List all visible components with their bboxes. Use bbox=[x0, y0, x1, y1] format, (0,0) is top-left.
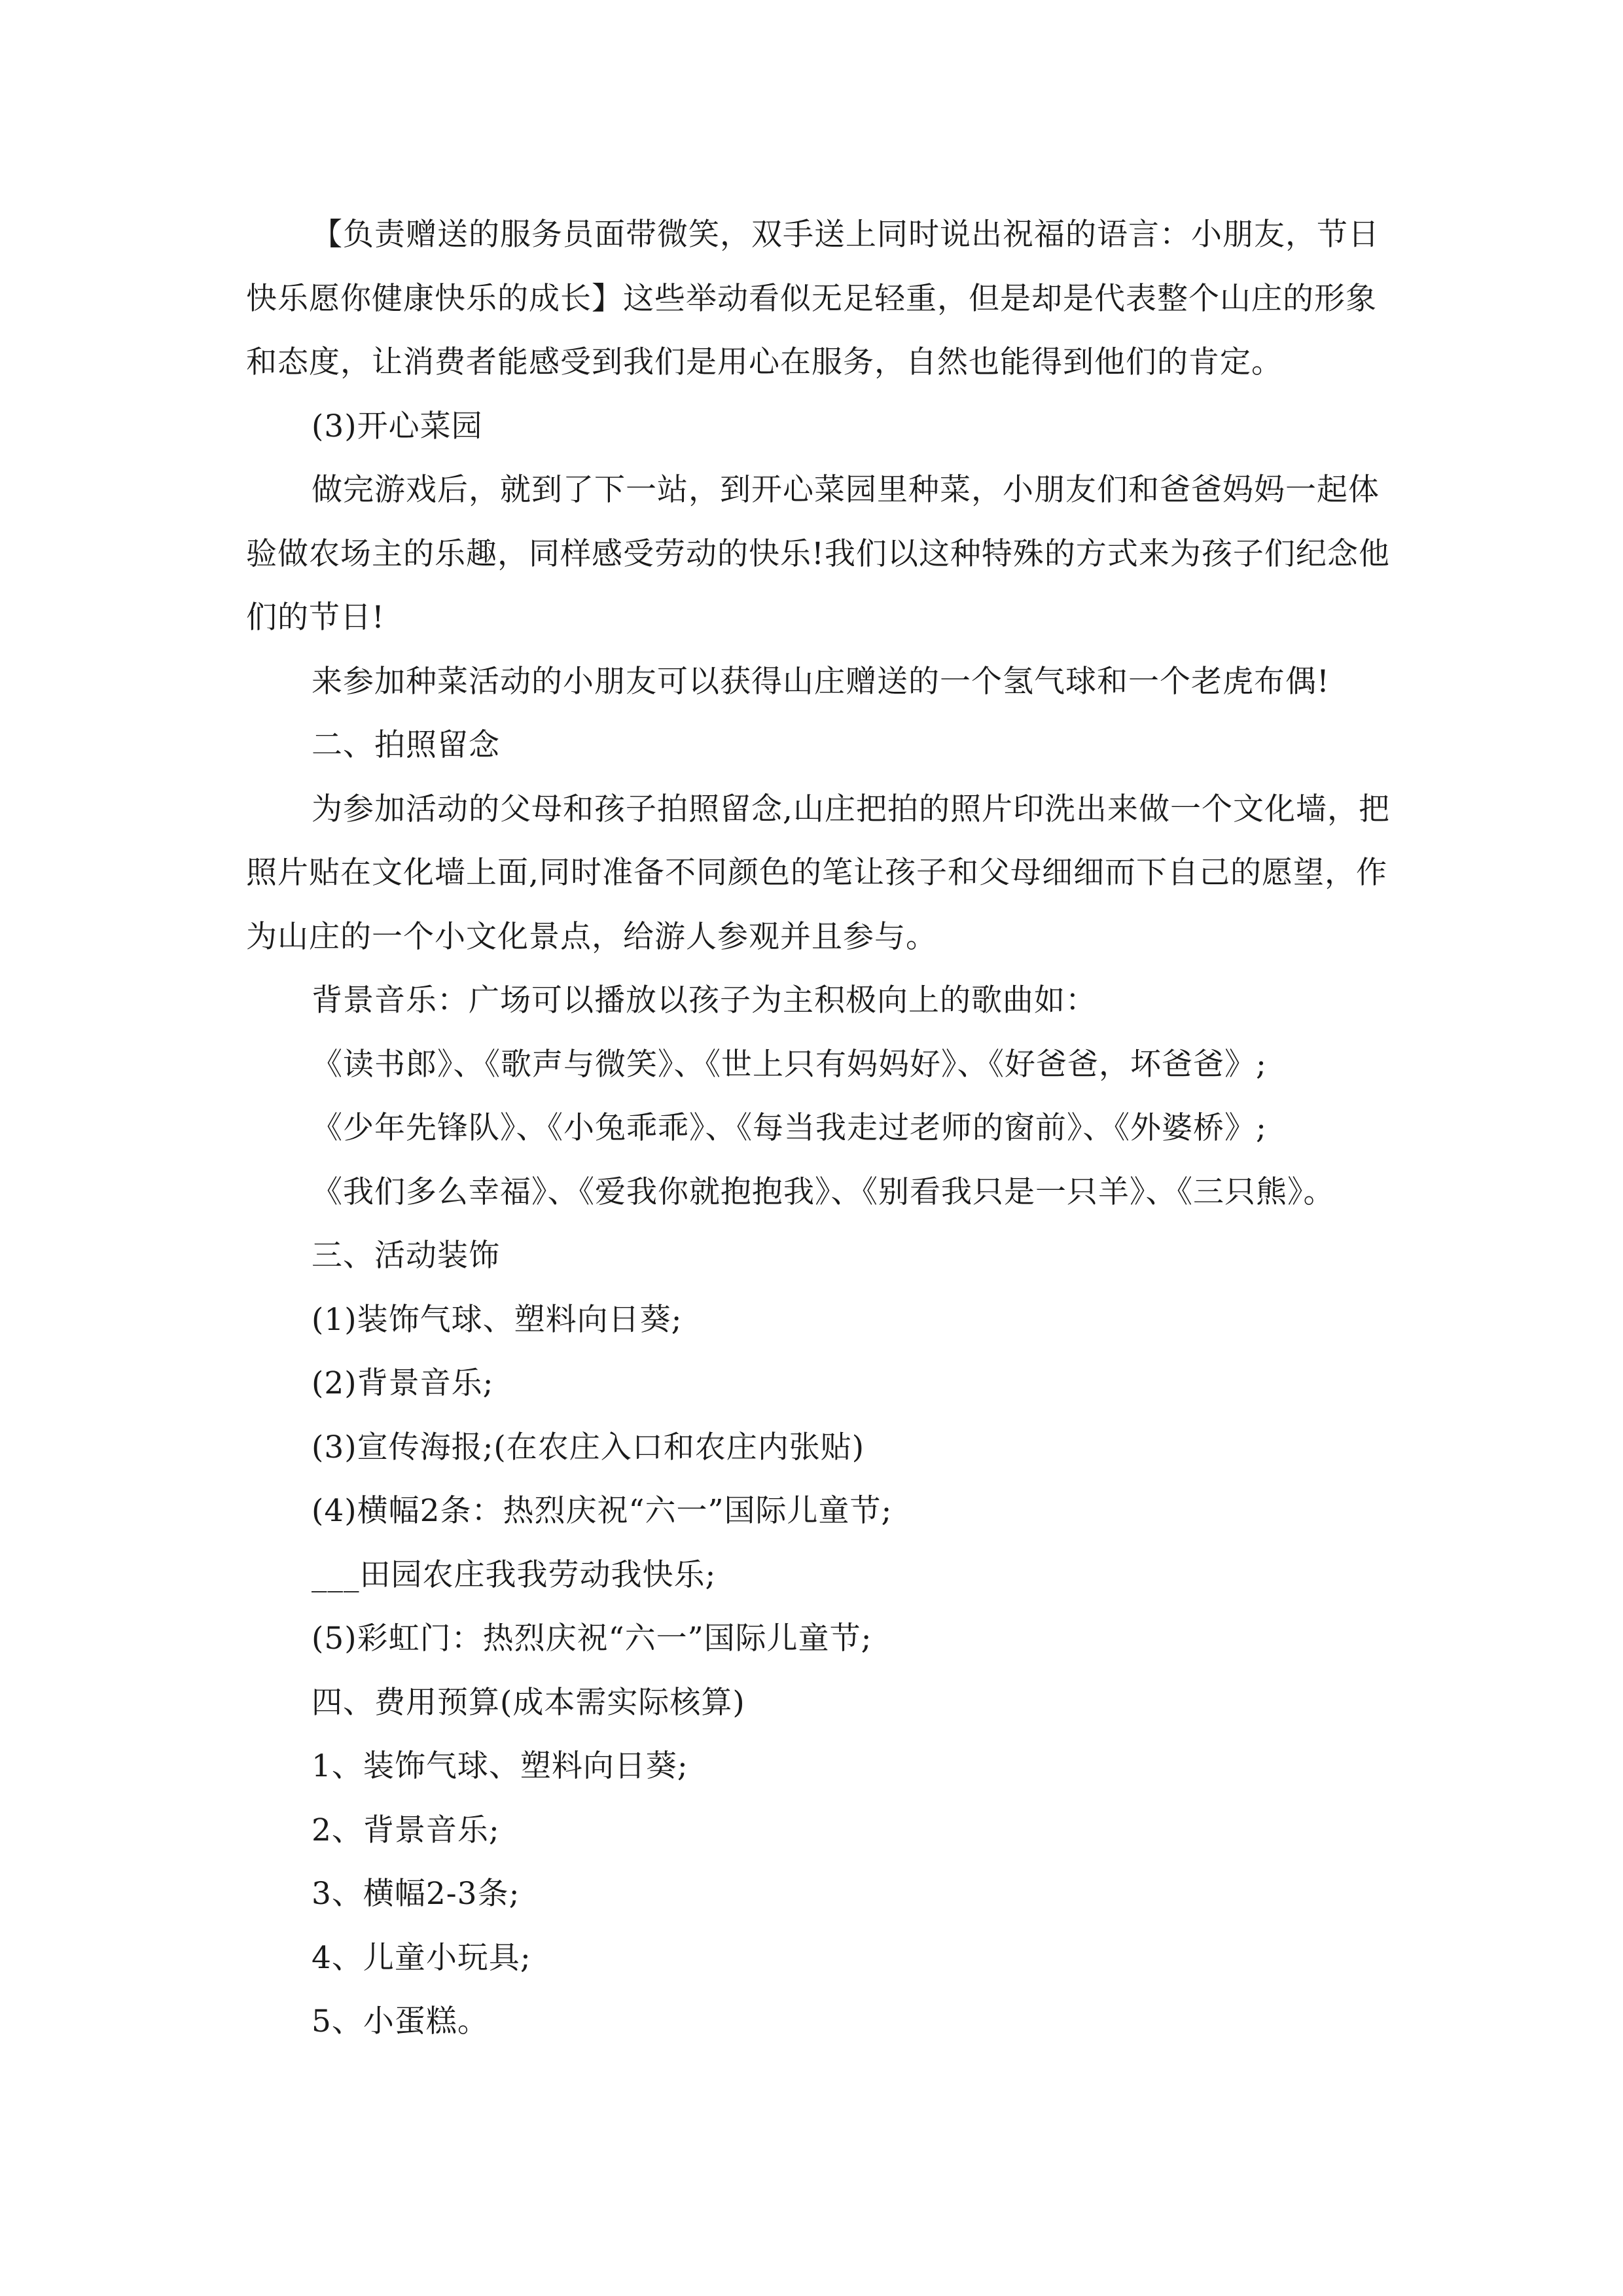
paragraph-background-music: 背景音乐：广场可以播放以孩子为主积极向上的歌曲如： bbox=[312, 982, 1097, 1018]
budget-item-5: 5、小蛋糕。 bbox=[312, 2003, 489, 2039]
section-heading-decoration: 三、活动装饰 bbox=[312, 1238, 500, 1274]
budget-item-1: 1、装饰气球、塑料向日葵; bbox=[312, 1748, 688, 1784]
decoration-item-3: (3)宣传海报;(在农庄入口和农庄内张贴) bbox=[312, 1429, 865, 1465]
section-heading-budget: 四、费用预算(成本需实际核算) bbox=[312, 1684, 745, 1721]
budget-item-4: 4、儿童小玩具; bbox=[312, 1939, 531, 1976]
song-list-line-1: 《读书郎》、《歌声与微笑》、《世上只有妈妈好》、《好爸爸，坏爸爸》; bbox=[312, 1046, 1267, 1083]
heading-happy-garden: (3)开心菜园 bbox=[312, 408, 483, 444]
decoration-item-4-continued: ___田园农庄我我劳动我快乐; bbox=[312, 1556, 717, 1593]
paragraph-photo-wall: 为参加活动的父母和孩子拍照留念,山庄把拍的照片印洗出来做一个文化墙，把照片贴在文化墙上面,同时准备不同颜色的笔让孩子和父母细细而下自己的愿望，作为山庄的一个小文化景点，给游人参观并且参与。 bbox=[246, 791, 1390, 955]
section-heading-photos: 二、拍照留念 bbox=[312, 727, 500, 763]
paragraph-vegetable-garden: 做完游戏后，就到了下一站，到开心菜园里种菜，小朋友们和爸爸妈妈一起体验做农场主的乐趣，同样感受劳动的快乐!我们以这种特殊的方式来为孩子们纪念他们的节日! bbox=[246, 472, 1390, 636]
paragraph-gift-service: 【负责赠送的服务员面带微笑，双手送上同时说出祝福的语言：小朋友，节日快乐愿你健康快乐的成长】这些举动看似无足轻重，但是却是代表整个山庄的形象和态度，让消费者能感受到我们是用心在服务，自然也能得到他们的肯定。 bbox=[246, 217, 1380, 380]
decoration-item-2: (2)背景音乐; bbox=[312, 1365, 494, 1401]
decoration-item-5: (5)彩虹门：热烈庆祝“六一”国际儿童节; bbox=[312, 1621, 872, 1657]
decoration-item-1: (1)装饰气球、塑料向日葵; bbox=[312, 1301, 683, 1338]
decoration-item-4: (4)横幅2条：热烈庆祝“六一”国际儿童节; bbox=[312, 1493, 893, 1529]
budget-item-3: 3、横幅2-3条; bbox=[312, 1876, 520, 1912]
song-list-line-3: 《我们多么幸福》、《爱我你就抱抱我》、《别看我只是一只羊》、《三只熊》。 bbox=[312, 1174, 1335, 1210]
budget-item-2: 2、背景音乐; bbox=[312, 1812, 500, 1848]
document-body bbox=[246, 203, 1404, 2054]
paragraph-planting-gift: 来参加种菜活动的小朋友可以获得山庄赠送的一个氢气球和一个老虎布偶! bbox=[312, 663, 1330, 700]
song-list-line-2: 《少年先锋队》、《小兔乖乖》、《每当我走过老师的窗前》、《外婆桥》; bbox=[312, 1110, 1267, 1146]
